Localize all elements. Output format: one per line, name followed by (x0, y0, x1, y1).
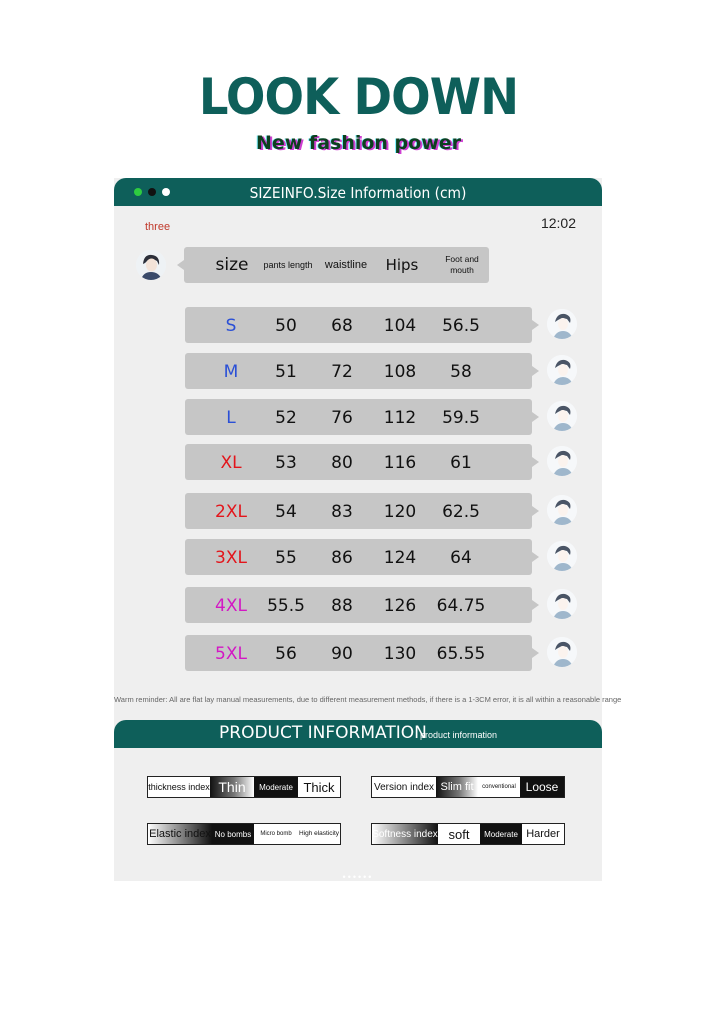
person-avatar-icon (547, 309, 577, 339)
size-label: XL (220, 453, 242, 473)
scale-label: Elastic index (148, 824, 212, 844)
person-avatar-icon (547, 355, 577, 385)
header-size: size (215, 255, 249, 275)
header-pants-length: pants length (263, 260, 313, 270)
size-label: 5XL (215, 644, 247, 664)
scale-label: Softness index (372, 824, 438, 844)
size-card-title: SIZEINFO.Size Information (cm) (249, 184, 467, 202)
size-table-header (184, 247, 489, 283)
size-row (185, 353, 532, 389)
size-label: L (226, 408, 236, 428)
scale-option: Slim fit (436, 777, 478, 797)
foot-mouth-value: 58 (450, 362, 472, 382)
foot-mouth-value: 59.5 (442, 408, 480, 428)
product-info-header (114, 720, 602, 748)
reply-avatar (547, 401, 577, 431)
size-row (185, 493, 532, 529)
size-info-card (114, 178, 622, 882)
pants-length-value: 55.5 (267, 596, 305, 616)
size-row (185, 539, 532, 575)
person-avatar-icon (547, 446, 577, 476)
foot-mouth-value: 64.75 (436, 596, 486, 616)
pants-length-value: 56 (275, 644, 297, 664)
thickness-index-scale (147, 776, 341, 798)
pants-length-value: 52 (275, 408, 297, 428)
reply-avatar (547, 495, 577, 525)
brand-title: LOOK DOWN (198, 68, 519, 126)
size-row (185, 444, 532, 480)
size-row (185, 587, 532, 623)
size-row (185, 635, 532, 671)
waistline-value: 80 (331, 453, 353, 473)
hips-value: 126 (383, 596, 417, 616)
hips-value: 120 (383, 502, 417, 522)
reply-avatar (547, 355, 577, 385)
reply-avatar (547, 589, 577, 619)
scale-option: Loose (520, 777, 564, 797)
scale-option: Micro bomb (254, 824, 298, 844)
waistline-value: 76 (331, 408, 353, 428)
header-hips: Hips (385, 256, 419, 274)
size-label: 3XL (215, 548, 247, 568)
header-foot-mouth: Foot and mouth (445, 254, 479, 275)
pants-length-value: 51 (275, 362, 297, 382)
scale-option: conventional (478, 777, 520, 797)
foot-mouth-value: 56.5 (442, 316, 480, 336)
person-avatar-icon (547, 541, 577, 571)
person-avatar-icon (547, 589, 577, 619)
waistline-value: 88 (331, 596, 353, 616)
size-row (185, 307, 532, 343)
scale-option: Moderate (254, 777, 298, 797)
scale-option: Thin (210, 777, 254, 797)
status-time: 12:02 (540, 215, 576, 231)
reply-avatar (547, 446, 577, 476)
product-info-title: PRODUCT INFORMATION (219, 723, 427, 743)
hips-value: 104 (383, 316, 417, 336)
waistline-value: 83 (331, 502, 353, 522)
page-indicator: •••••• (342, 872, 374, 882)
scale-option: soft (438, 824, 480, 844)
size-label: 4XL (215, 596, 247, 616)
measurement-note: Warm reminder: All are flat lay manual measurements, due to different measurement methods, if there is a 1-3CM error, it is all within a reasonable range (114, 695, 622, 704)
hips-value: 112 (383, 408, 417, 428)
reply-avatar (547, 541, 577, 571)
waistline-value: 68 (331, 316, 353, 336)
waistline-value: 90 (331, 644, 353, 664)
reply-avatar (547, 637, 577, 667)
person-avatar-icon (547, 401, 577, 431)
scale-option: Thick (298, 777, 340, 797)
pants-length-value: 50 (275, 316, 297, 336)
pants-length-value: 55 (275, 548, 297, 568)
size-label: M (223, 362, 239, 382)
person-avatar-icon (547, 637, 577, 667)
size-row (185, 399, 532, 435)
scale-option: Harder (522, 824, 564, 844)
hips-value: 124 (383, 548, 417, 568)
scale-label: Version index (372, 777, 436, 797)
scale-label: thickness index (148, 777, 210, 797)
waistline-value: 72 (331, 362, 353, 382)
sender-avatar (136, 250, 166, 280)
size-label: 2XL (215, 502, 247, 522)
foot-mouth-value: 64 (450, 548, 472, 568)
header-waistline: waistline (324, 259, 368, 271)
pants-length-value: 53 (275, 453, 297, 473)
waistline-value: 86 (331, 548, 353, 568)
reply-avatar (547, 309, 577, 339)
pants-length-value: 54 (275, 502, 297, 522)
foot-mouth-value: 62.5 (442, 502, 480, 522)
scale-option: Moderate (480, 824, 522, 844)
person-avatar-icon (136, 250, 166, 280)
hips-value: 108 (383, 362, 417, 382)
scale-option: No bombs (212, 824, 254, 844)
size-card-header (114, 178, 602, 206)
version-index-scale (371, 776, 565, 798)
size-label: S (225, 316, 237, 336)
person-avatar-icon (547, 495, 577, 525)
brand-tagline: New fashion power (255, 132, 462, 154)
foot-mouth-value: 65.55 (436, 644, 486, 664)
foot-mouth-value: 61 (450, 453, 472, 473)
hips-value: 130 (383, 644, 417, 664)
softness-index-scale (371, 823, 565, 845)
elastic-index-scale (147, 823, 341, 845)
hips-value: 116 (383, 453, 417, 473)
product-info-subtitle: product information (420, 730, 498, 740)
scale-option: High elasticity (298, 824, 340, 844)
contact-name: three (145, 221, 171, 233)
